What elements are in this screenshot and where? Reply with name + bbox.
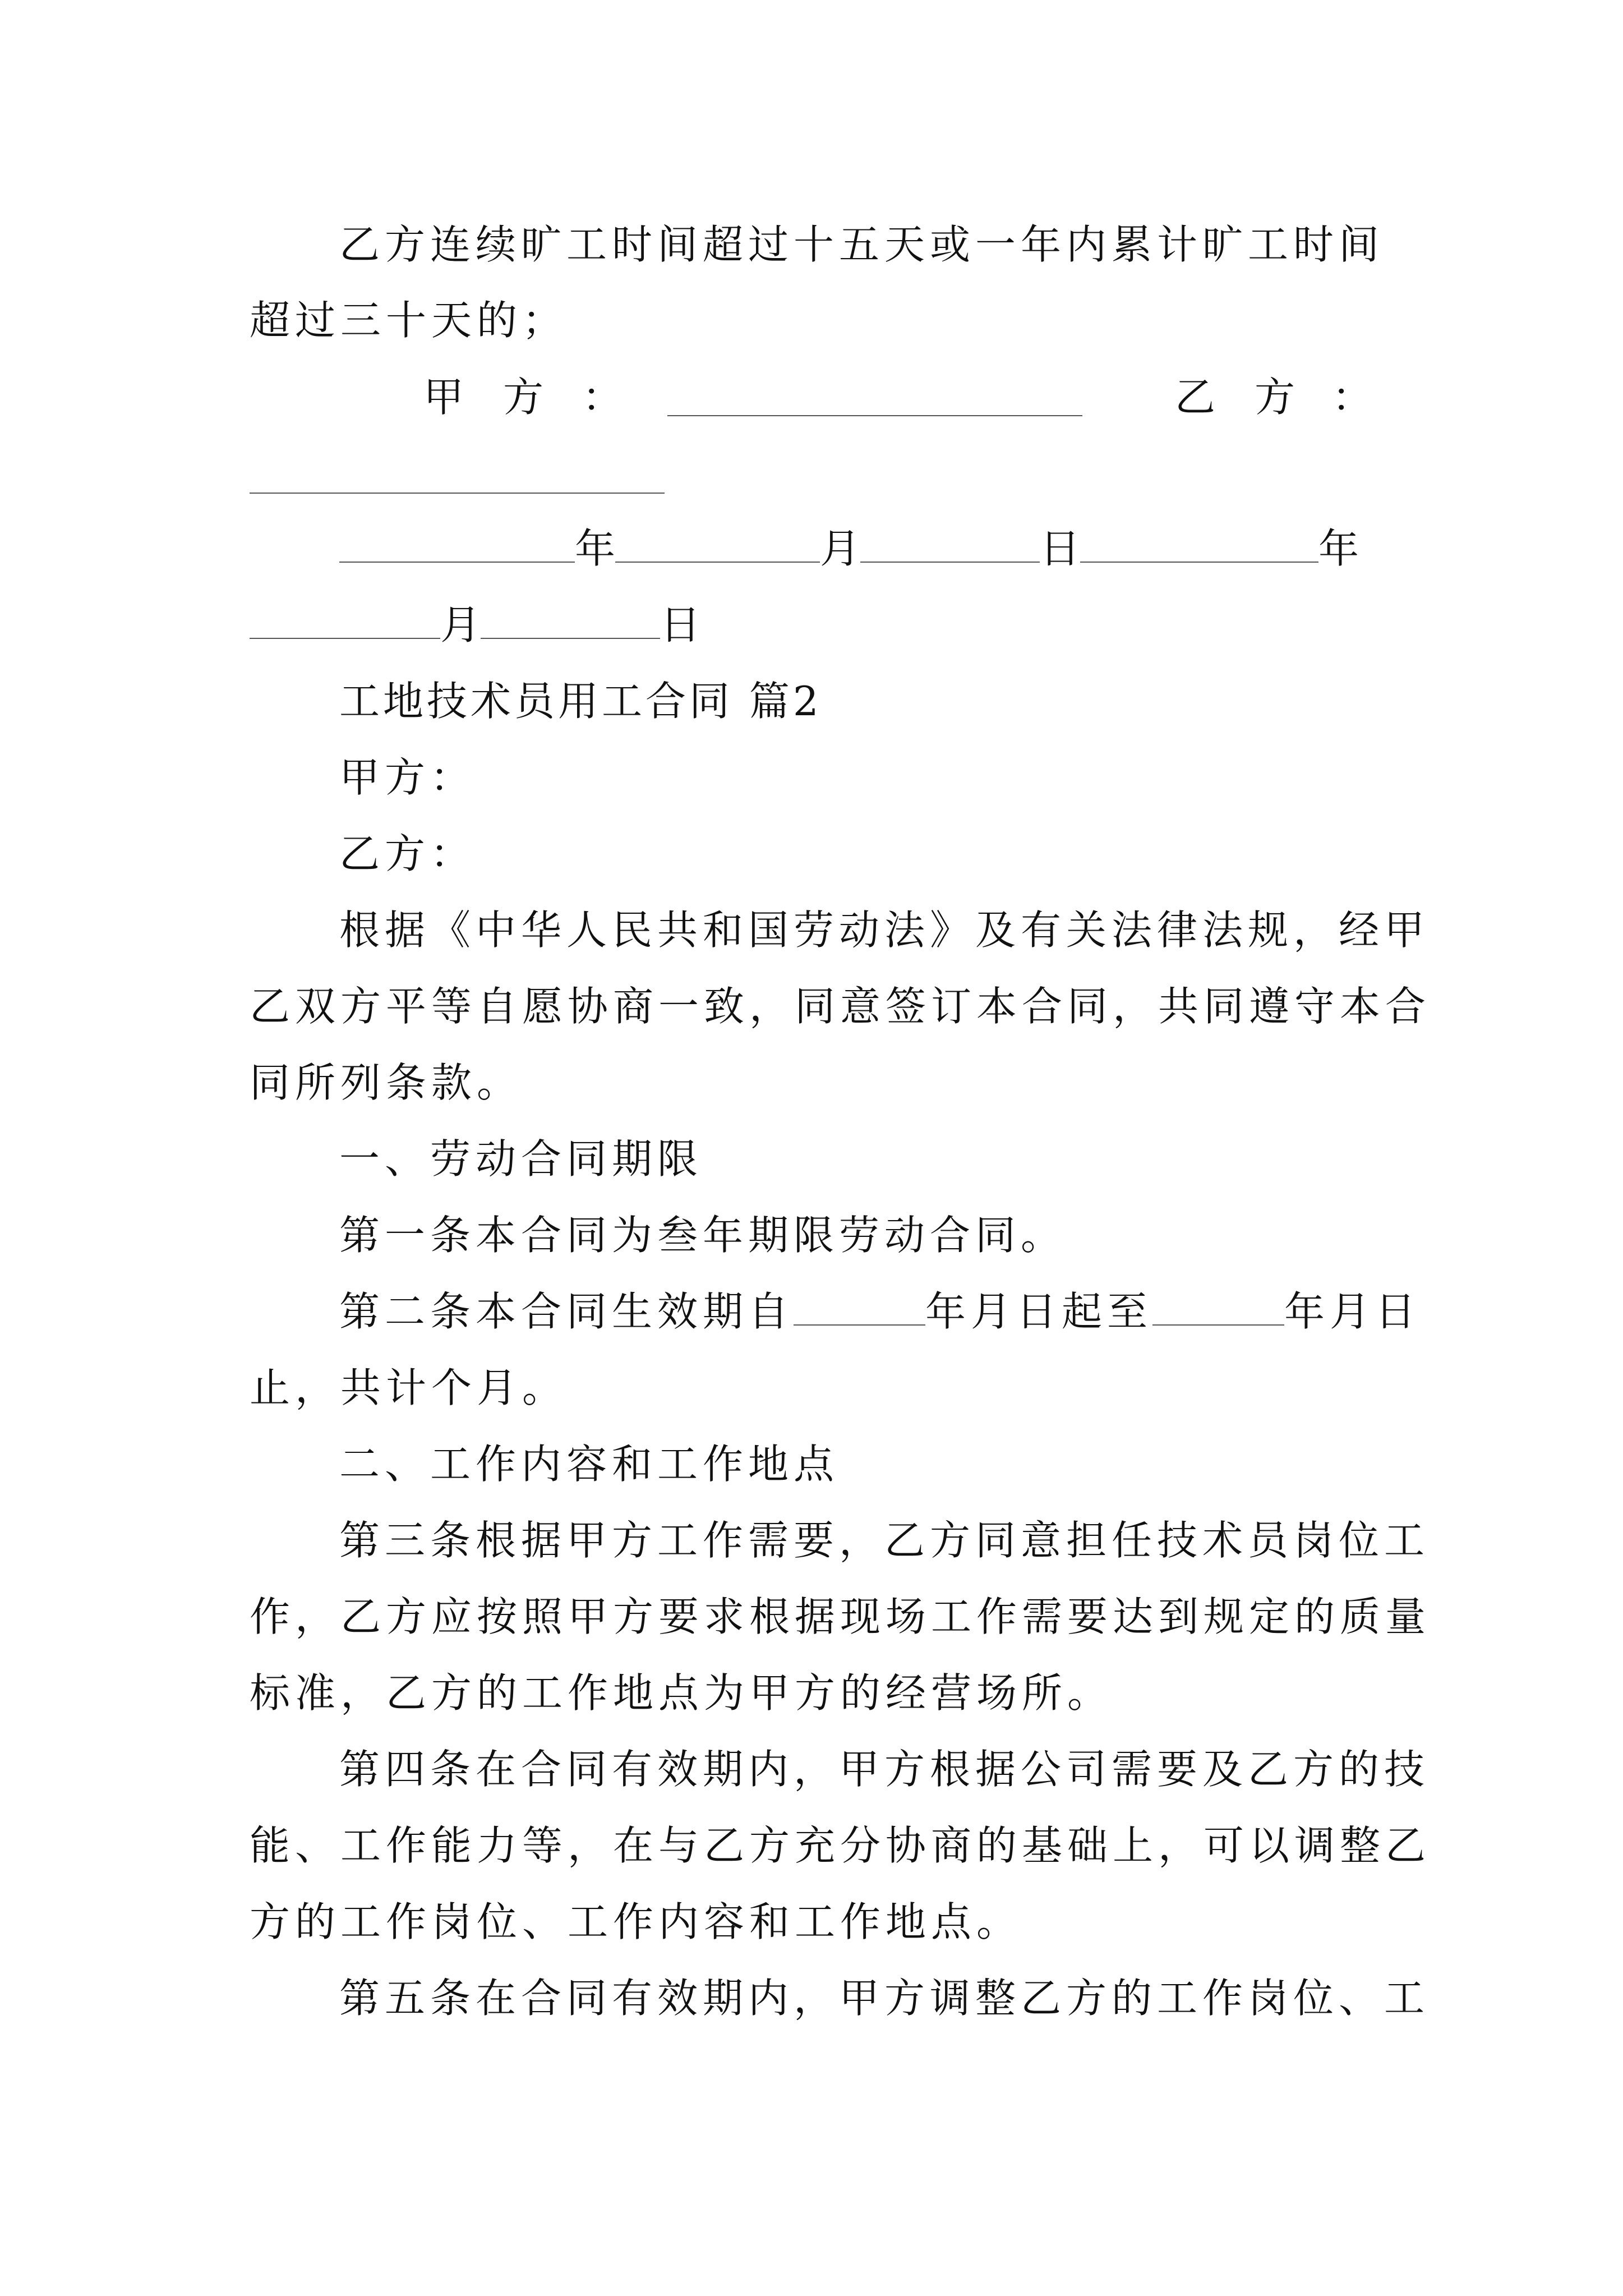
paragraph-line: 第四条在合同有效期内，甲方根据公司需要及乙方的技 xyxy=(339,1746,1430,1793)
date-blank xyxy=(339,559,575,563)
date-line xyxy=(250,601,701,648)
date-blank xyxy=(250,636,440,639)
article-text: 第二条本合同生效期自 xyxy=(339,1288,794,1335)
article-text: 年月日起至 xyxy=(925,1288,1153,1335)
day-label: 日 xyxy=(1040,525,1081,572)
paragraph-line: 止，共计个月。 xyxy=(250,1364,568,1411)
section-title: 二、工作内容和工作地点 xyxy=(339,1441,840,1488)
party-b-char: ： xyxy=(1332,374,1373,421)
paragraph-line: 同所列条款。 xyxy=(250,1059,523,1106)
date-blank xyxy=(481,636,660,639)
paragraph-line: 第一条本合同为叁年期限劳动合同。 xyxy=(339,1212,1067,1259)
date-line xyxy=(339,525,1359,572)
month-label: 月 xyxy=(820,525,861,572)
party-b-char: 方 xyxy=(1255,374,1295,421)
year-label: 年 xyxy=(575,525,616,572)
date-blank xyxy=(860,559,1040,563)
party-b-char: 乙 xyxy=(1175,374,1216,421)
day-label: 日 xyxy=(660,601,701,648)
month-label: 月 xyxy=(440,601,481,648)
party-a-char: 方 xyxy=(503,374,544,421)
paragraph-line: 第五条在合同有效期内，甲方调整乙方的工作岗位、工 xyxy=(339,1975,1430,2022)
paragraph-line: 乙双方平等自愿协商一致，同意签订本合同，共同遵守本合 xyxy=(250,983,1431,1030)
date-blank xyxy=(615,559,820,563)
party-b-label: 乙方： xyxy=(339,830,476,877)
party-a-signature-blank xyxy=(667,415,1082,416)
year-label: 年 xyxy=(1318,525,1359,572)
paragraph-line: 方的工作岗位、工作内容和工作地点。 xyxy=(250,1898,1022,1945)
party-b-signature-blank xyxy=(250,493,665,494)
date-blank xyxy=(1080,559,1318,563)
paragraph-line: 乙方连续旷工时间超过十五天或一年内累计旷工时间 xyxy=(339,221,1385,268)
paragraph-line: 根据《中华人民共和国劳动法》及有关法律法规，经甲 xyxy=(339,907,1430,954)
party-a-char: 甲 xyxy=(423,374,464,421)
paragraph-line: 作，乙方应按照甲方要求根据现场工作需要达到规定的质量 xyxy=(250,1593,1431,1640)
party-a-char: ： xyxy=(582,374,623,421)
date-blank xyxy=(1152,1322,1284,1326)
paragraph-line: 第三条根据甲方工作需要，乙方同意担任技术员岗位工 xyxy=(339,1517,1430,1564)
paragraph-line: 标准，乙方的工作地点为甲方的经营场所。 xyxy=(250,1669,1113,1717)
section-title: 一、劳动合同期限 xyxy=(339,1135,703,1182)
paragraph-line xyxy=(339,1288,1421,1335)
paragraph-line: 超过三十天的； xyxy=(250,297,568,344)
section-heading: 工地技术员用工合同 篇2 xyxy=(339,678,822,725)
date-blank xyxy=(794,1322,925,1326)
article-text: 年月日 xyxy=(1284,1288,1421,1335)
paragraph-line: 能、工作能力等，在与乙方充分协商的基础上，可以调整乙 xyxy=(250,1822,1431,1869)
party-a-label: 甲方： xyxy=(339,754,476,801)
